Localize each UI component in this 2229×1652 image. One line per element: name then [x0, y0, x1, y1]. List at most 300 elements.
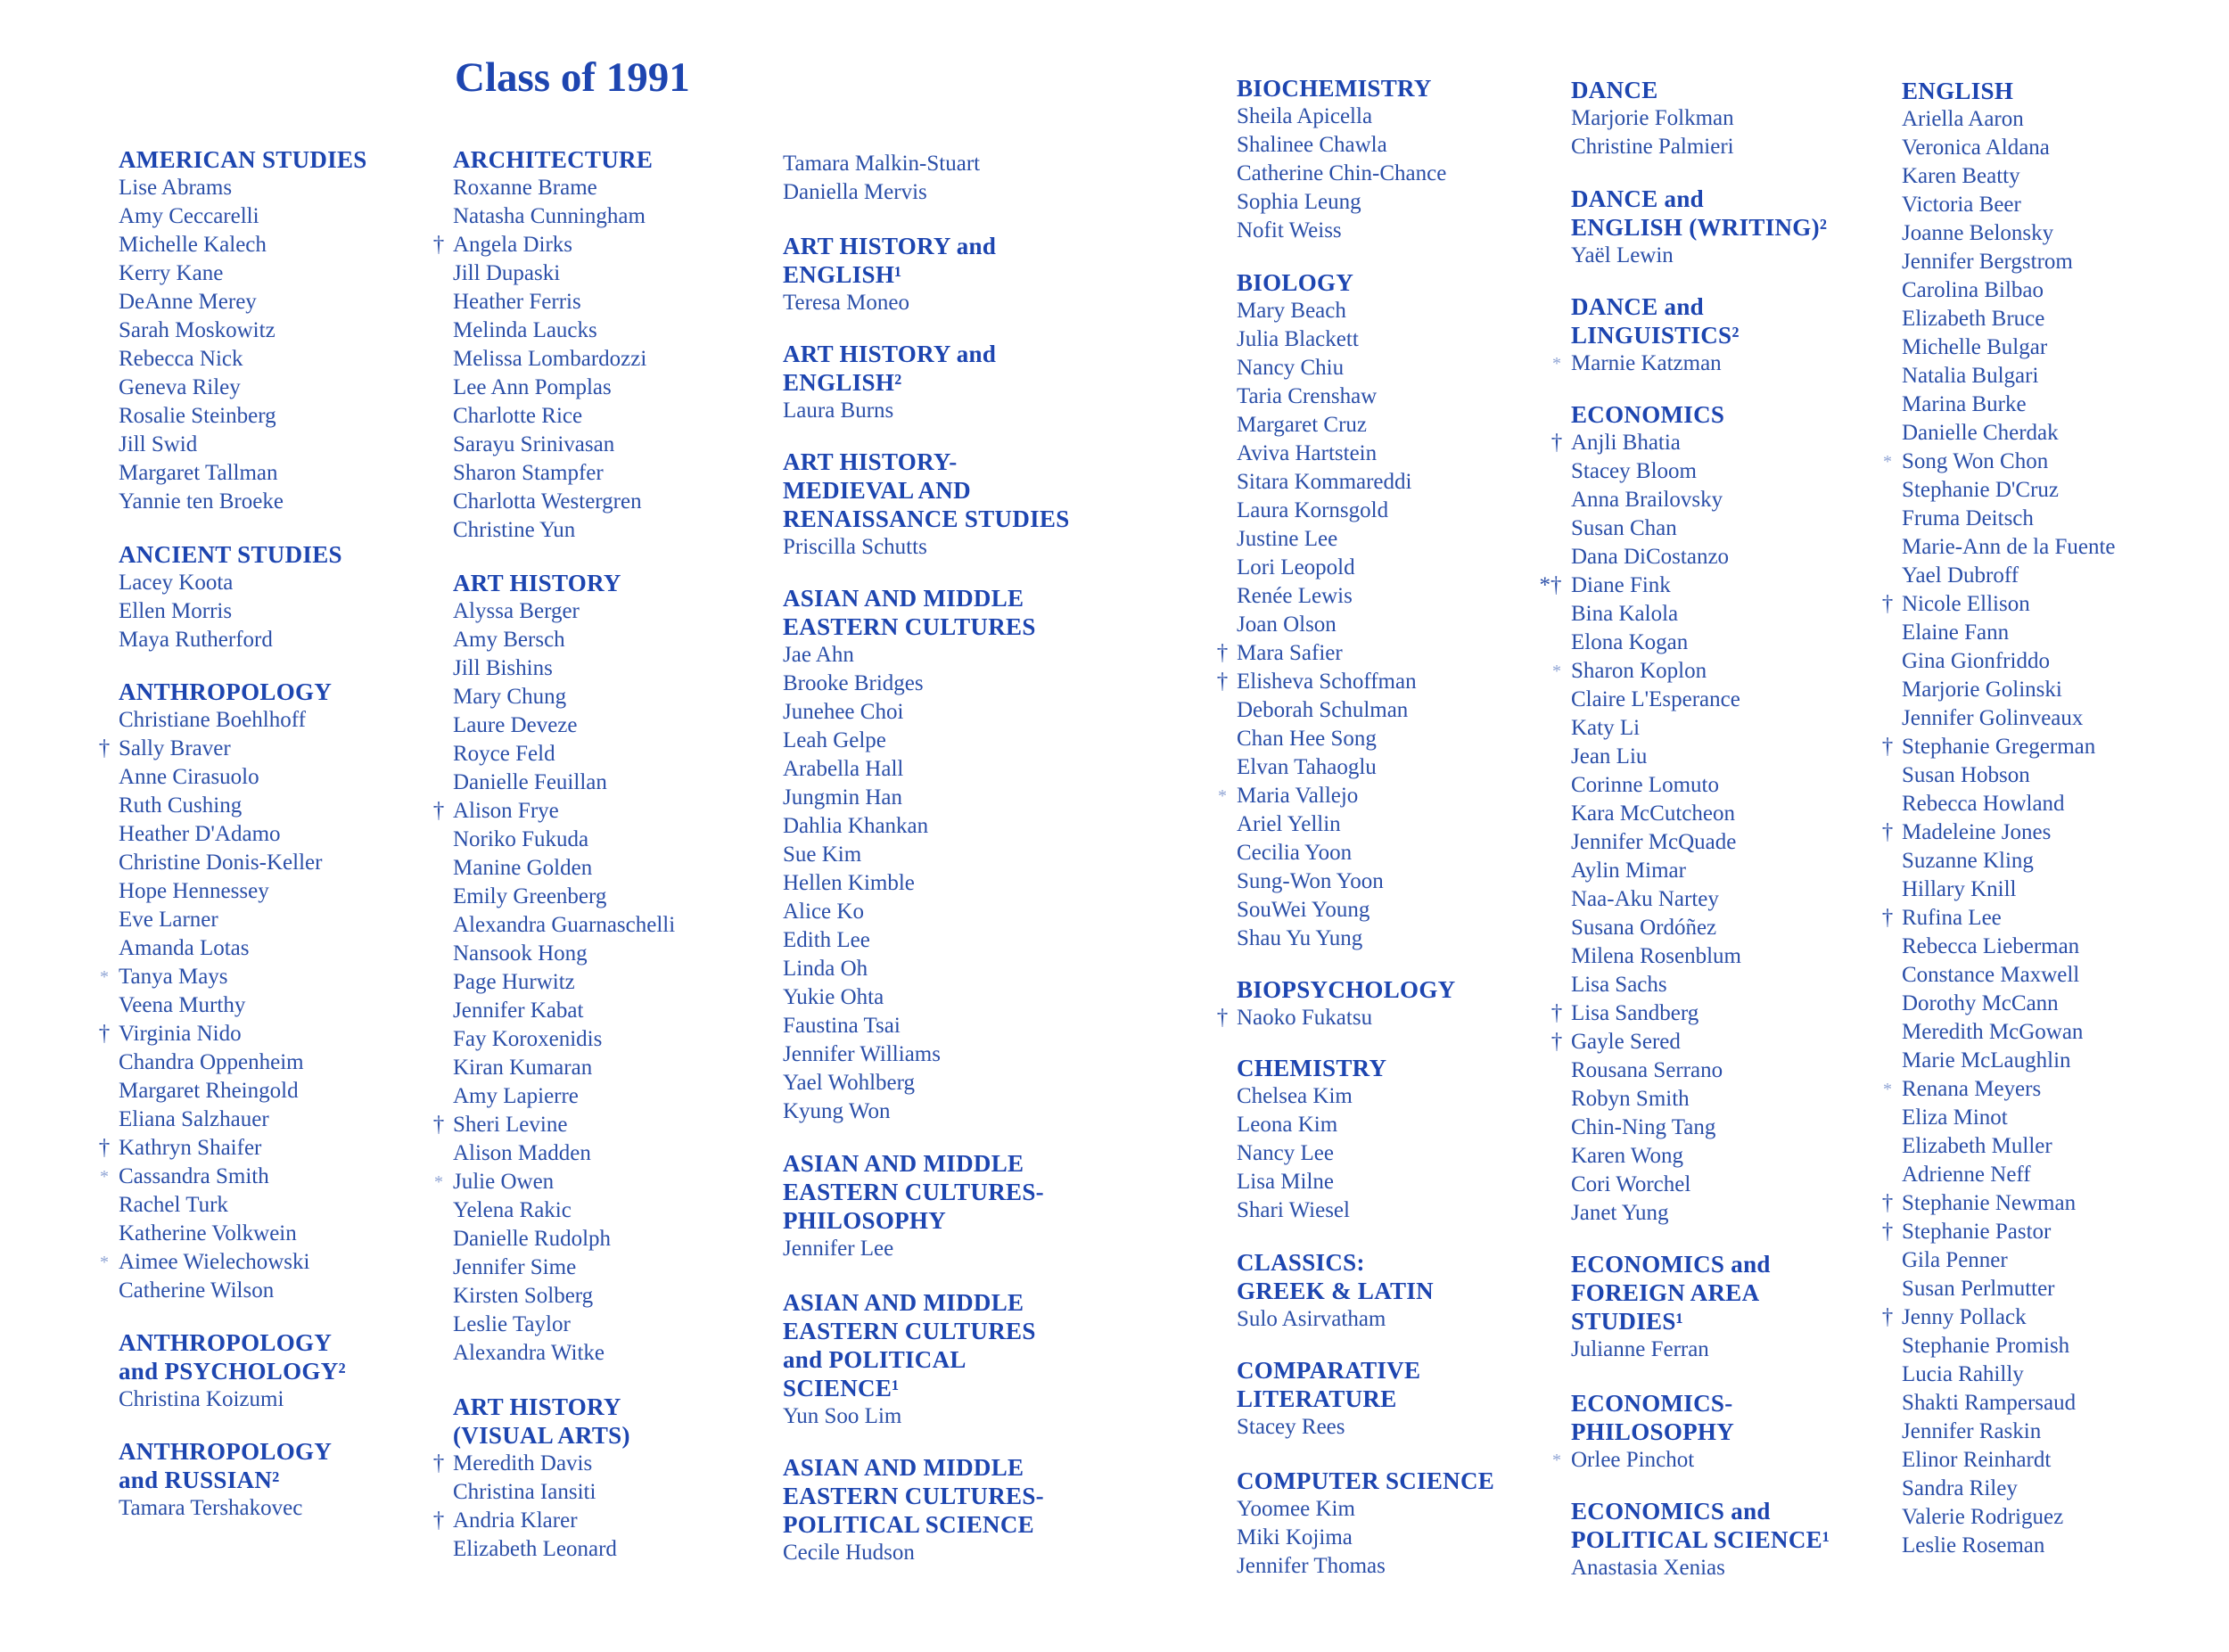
graduate-name-text: Julianne Ferran — [1571, 1337, 1709, 1361]
graduate-name-text: Maria Vallejo — [1237, 784, 1359, 808]
graduate-name-text: Susana Ordóñez — [1571, 916, 1717, 940]
department-section — [1552, 292, 1901, 378]
graduate-name-text: Veronica Aldana — [1902, 136, 2050, 160]
department-section — [1237, 1248, 1567, 1334]
graduate-name — [1902, 419, 2229, 448]
graduate-name — [119, 431, 448, 459]
graduate-name — [1571, 1056, 1901, 1085]
graduate-name — [1237, 497, 1567, 525]
graduate-name — [1881, 818, 2229, 847]
graduate-name — [453, 345, 783, 374]
graduate-name — [1902, 390, 2229, 419]
asterisk-mark: * — [100, 1253, 109, 1272]
graduate-name-text: Victoria Beer — [1902, 193, 2021, 217]
graduate-name — [1902, 1503, 2229, 1532]
graduate-name — [453, 1225, 783, 1253]
graduate-name-text: DeAnne Merey — [119, 290, 257, 314]
graduate-list — [1552, 349, 1901, 378]
graduate-name — [434, 1168, 783, 1196]
graduate-name-text: Elona Kogan — [1571, 630, 1689, 654]
graduate-name — [783, 670, 1113, 698]
asterisk-mark: * — [1883, 452, 1892, 472]
graduate-name — [432, 1111, 783, 1139]
graduate-name — [1237, 1168, 1567, 1196]
graduate-name-text: Roxanne Brame — [453, 176, 597, 200]
graduate-name — [783, 641, 1113, 670]
graduate-name — [1571, 1114, 1901, 1142]
graduate-name — [1237, 753, 1567, 782]
graduate-name-text: Alexandra Witke — [453, 1341, 605, 1365]
graduate-name-text: Linda Oh — [783, 957, 868, 981]
graduate-name — [1902, 1018, 2229, 1047]
graduate-name — [1237, 725, 1567, 753]
graduate-name — [100, 963, 448, 991]
graduate-name-text: Danielle Feuillan — [453, 770, 607, 794]
department-section — [783, 1288, 1113, 1431]
department-heading: ANTHROPOLOGY and PSYCHOLOGY² — [119, 1329, 346, 1385]
graduate-name — [119, 1077, 448, 1105]
graduate-name-text: Milena Rosenblum — [1571, 944, 1741, 968]
graduate-name-text: Chan Hee Song — [1237, 727, 1377, 751]
graduate-name — [1571, 1336, 1901, 1364]
graduate-name — [1571, 743, 1901, 771]
graduate-name-text: Katy Li — [1571, 716, 1641, 740]
department-heading: ASIAN AND MIDDLE EASTERN CULTURES- POLITICAL SCIENCE — [783, 1454, 1044, 1538]
graduate-name — [1571, 1554, 1901, 1582]
graduate-name-text: Orlee Pinchot — [1571, 1448, 1695, 1472]
department-heading: AMERICAN STUDIES — [119, 146, 367, 173]
department-heading: ECONOMICS — [1571, 401, 1725, 428]
graduate-name-text: Nancy Lee — [1237, 1141, 1334, 1165]
graduate-name-text: Naa-Aku Nartey — [1571, 887, 1719, 911]
dagger-mark: † — [432, 233, 445, 257]
graduate-name — [783, 784, 1113, 812]
graduate-name-text: Tamara Tershakovec — [119, 1496, 303, 1520]
graduate-name — [453, 1082, 783, 1111]
graduate-name-text: Stephanie Gregerman — [1902, 735, 2096, 759]
graduate-name-text: Christina Koizumi — [119, 1387, 284, 1411]
graduate-name — [1571, 771, 1901, 800]
graduate-name — [98, 1020, 448, 1048]
graduate-name-text: Charlotta Westergren — [453, 489, 642, 514]
graduate-name-text: Claire L'Esperance — [1571, 687, 1740, 711]
graduate-name-text: Naoko Fukatsu — [1237, 1006, 1373, 1030]
graduate-name-text: Yelena Rakic — [453, 1198, 572, 1222]
graduate-name-text: Stephanie Newman — [1902, 1191, 2077, 1215]
dagger-mark: † — [98, 736, 111, 760]
graduate-name-text: Jennifer Williams — [783, 1042, 941, 1066]
graduate-name-text: Teresa Moneo — [783, 291, 909, 315]
graduate-name — [119, 991, 448, 1020]
graduate-name — [432, 797, 783, 826]
department-heading: ENGLISH — [1902, 78, 2014, 104]
graduate-name-text: Marie-Ann de la Fuente — [1902, 535, 2116, 559]
graduate-name — [1902, 1475, 2229, 1503]
graduate-name-text: Hellen Kimble — [783, 871, 915, 895]
graduate-name-text: Jennifer McQuade — [1571, 830, 1737, 854]
graduate-name-text: Yael Dubroff — [1902, 563, 2019, 588]
graduate-name — [1902, 619, 2229, 647]
department-section — [432, 569, 783, 1368]
graduate-name — [1237, 468, 1567, 497]
graduate-name-text: Suzanne Kling — [1902, 849, 2034, 873]
department-section — [1571, 76, 1901, 161]
dagger-mark: † — [1216, 670, 1229, 694]
graduate-name-text: Elaine Fann — [1902, 621, 2010, 645]
graduate-name — [1571, 800, 1901, 828]
graduate-name — [1571, 885, 1901, 914]
graduate-name — [119, 259, 448, 288]
graduate-name — [1571, 543, 1901, 571]
graduate-name — [1902, 1132, 2229, 1161]
graduate-name-text: Miki Kojima — [1237, 1525, 1353, 1549]
graduate-name-text: Elinor Reinhardt — [1902, 1448, 2052, 1472]
graduate-name-text: Brooke Bridges — [783, 671, 924, 695]
graduate-name — [1902, 362, 2229, 390]
graduate-name-text: Stacey Bloom — [1571, 459, 1697, 483]
graduate-name-text: Gila Penner — [1902, 1248, 2008, 1272]
graduate-name-text: Michelle Kalech — [119, 233, 267, 257]
graduate-name — [119, 488, 448, 516]
graduate-name-text: Sue Kim — [783, 842, 862, 867]
graduate-name-text: Lisa Sandberg — [1571, 1001, 1699, 1025]
graduate-name-text: Cassandra Smith — [119, 1164, 269, 1188]
graduate-name — [119, 820, 448, 849]
graduate-name — [783, 698, 1113, 727]
graduate-name-text: Christina Iansiti — [453, 1480, 596, 1504]
graduate-name — [119, 1048, 448, 1077]
department-section — [1237, 74, 1567, 245]
graduate-name-text: Lacey Koota — [119, 571, 234, 595]
department-heading: ECONOMICS and FOREIGN AREA STUDIES¹ — [1571, 1251, 1771, 1335]
dagger-mark: † — [1881, 1220, 1894, 1244]
graduate-name — [1571, 1085, 1901, 1114]
graduate-name — [119, 906, 448, 934]
graduate-name — [453, 1282, 783, 1311]
graduate-name-text: Stephanie D'Cruz — [1902, 478, 2059, 502]
dagger-mark: † — [1550, 431, 1563, 455]
graduate-name-text: Noriko Fukuda — [453, 827, 589, 851]
graduate-list — [1237, 1413, 1567, 1442]
graduate-name — [453, 940, 783, 968]
graduate-name — [119, 174, 448, 202]
graduate-name-text: Anjli Bhatia — [1571, 431, 1681, 455]
graduate-name-text: Margaret Rheingold — [119, 1079, 299, 1103]
graduate-name — [1237, 1495, 1567, 1524]
graduate-name — [453, 431, 783, 459]
graduate-name-text: Royce Feld — [453, 742, 555, 766]
graduate-name — [1571, 686, 1901, 714]
graduate-list — [1237, 1082, 1567, 1225]
graduate-name-text: Emily Greenberg — [453, 884, 607, 908]
department-section — [783, 340, 1113, 425]
graduate-name-text: Amy Bersch — [453, 628, 565, 652]
graduate-list — [1237, 103, 1567, 245]
graduate-name — [119, 849, 448, 877]
graduate-name-text: Shalinee Chawla — [1237, 133, 1387, 157]
graduate-name — [1902, 1275, 2229, 1303]
graduate-name — [783, 926, 1113, 955]
graduate-name-text: Constance Maxwell — [1902, 963, 2080, 987]
graduate-name-text: Veena Murthy — [119, 993, 246, 1017]
graduate-name-text: Rebecca Nick — [119, 347, 243, 371]
graduate-name — [453, 883, 783, 911]
graduate-name-text: Arabella Hall — [783, 757, 904, 781]
graduate-name-text: Karen Wong — [1571, 1144, 1683, 1168]
department-section — [98, 678, 448, 1305]
graduate-list — [119, 1494, 448, 1523]
department-section — [1216, 975, 1567, 1032]
graduate-name-text: Page Hurwitz — [453, 970, 575, 994]
graduate-name-text: Ariella Aaron — [1902, 107, 2024, 131]
graduate-name-text: Robyn Smith — [1571, 1087, 1690, 1111]
graduate-name-text: Jill Dupaski — [453, 261, 561, 285]
graduate-name — [453, 316, 783, 345]
graduate-name-text: Diane Fink — [1571, 573, 1671, 597]
graduate-list — [1237, 1495, 1567, 1581]
graduate-list — [783, 1402, 1113, 1431]
graduate-name — [1237, 582, 1567, 611]
graduate-name-text: Taria Crenshaw — [1237, 384, 1378, 408]
graduate-name-text: Stacey Rees — [1237, 1415, 1345, 1439]
graduate-name — [1902, 676, 2229, 704]
graduate-name-text: Shau Yu Yung — [1237, 926, 1363, 950]
department-heading: ASIAN AND MIDDLE EASTERN CULTURES — [783, 585, 1036, 640]
graduate-name — [1902, 105, 2229, 134]
graduate-name — [1902, 219, 2229, 248]
graduate-name-text: Danielle Rudolph — [453, 1227, 612, 1251]
page-title: Class of 1991 — [455, 54, 690, 101]
graduate-name-text: Yannie ten Broeke — [119, 489, 284, 514]
graduate-name — [1237, 1139, 1567, 1168]
graduate-name — [1902, 1104, 2229, 1132]
graduate-name — [1237, 382, 1567, 411]
department-heading: BIOCHEMISTRY — [1237, 75, 1432, 102]
department-heading: CLASSICS: GREEK & LATIN — [1237, 1249, 1434, 1304]
graduate-name — [1881, 1189, 2229, 1218]
graduate-name — [1237, 896, 1567, 925]
graduate-name-text: Natalia Bulgari — [1902, 364, 2039, 388]
graduate-list — [119, 569, 448, 654]
graduate-name-text: Stephanie Promish — [1902, 1334, 2070, 1358]
department-section — [1216, 268, 1567, 953]
graduate-name — [1237, 696, 1567, 725]
graduate-name — [783, 533, 1113, 562]
graduate-list — [1237, 1305, 1567, 1334]
graduate-name — [100, 1248, 448, 1277]
graduate-name — [783, 812, 1113, 841]
graduate-name-text: Marina Burke — [1902, 392, 2027, 416]
graduate-name — [453, 854, 783, 883]
graduate-name-text: Anna Brailovsky — [1571, 488, 1723, 512]
graduate-name — [453, 740, 783, 768]
graduate-name — [1237, 554, 1567, 582]
graduate-name-text: Sheri Levine — [453, 1113, 568, 1137]
graduate-name-text: Cecilia Yoon — [1237, 841, 1353, 865]
graduate-name-text: Renée Lewis — [1237, 584, 1353, 608]
graduate-name-text: Chelsea Kim — [1237, 1084, 1353, 1108]
asterisk-mark: * — [100, 967, 109, 987]
department-section — [1237, 1054, 1567, 1225]
graduate-name — [1881, 1303, 2229, 1332]
graduate-name-text: Priscilla Schutts — [783, 535, 927, 559]
graduate-name — [1571, 457, 1901, 486]
graduate-list — [783, 1235, 1113, 1263]
graduate-name — [1571, 104, 1901, 133]
graduate-name — [453, 711, 783, 740]
graduate-name-text: Tamara Malkin-Stuart — [783, 152, 981, 176]
graduate-list — [432, 1450, 783, 1564]
graduate-list — [119, 1385, 448, 1414]
graduate-name — [1237, 131, 1567, 160]
graduate-name — [1902, 1532, 2229, 1560]
asterisk-mark: * — [434, 1172, 443, 1192]
graduate-name — [119, 402, 448, 431]
graduate-name — [1552, 349, 1901, 378]
graduate-name — [119, 345, 448, 374]
graduate-name-text: Carolina Bilbao — [1902, 278, 2044, 302]
department-heading: DANCE — [1571, 77, 1658, 103]
graduate-name — [1571, 1171, 1901, 1199]
graduate-name-text: Lisa Milne — [1237, 1170, 1335, 1194]
graduate-name-text: Rousana Serrano — [1571, 1058, 1723, 1082]
graduate-name — [453, 626, 783, 654]
graduate-name — [453, 459, 783, 488]
graduate-name — [1550, 999, 1901, 1028]
graduate-name — [1902, 990, 2229, 1018]
dagger-mark: † — [1881, 735, 1894, 759]
graduate-name — [453, 1253, 783, 1282]
department-heading: DANCE and ENGLISH (WRITING)² — [1571, 185, 1828, 241]
graduate-name — [1902, 847, 2229, 875]
graduate-name-text: Renana Meyers — [1902, 1077, 2042, 1101]
department-heading: CHEMISTRY — [1237, 1055, 1387, 1081]
graduate-name-text: Alison Madden — [453, 1141, 591, 1165]
department-section — [1881, 77, 2229, 1560]
department-section — [1571, 1250, 1901, 1364]
graduate-name-text: Sophia Leung — [1237, 190, 1361, 214]
graduate-name — [1902, 162, 2229, 191]
graduate-name-text: Kirsten Solberg — [453, 1284, 594, 1308]
graduate-name — [119, 231, 448, 259]
graduate-name-text: Margaret Tallman — [119, 461, 278, 485]
graduate-name — [1902, 1418, 2229, 1446]
graduate-list — [432, 597, 783, 1368]
graduate-name-text: Dahlia Khankan — [783, 814, 929, 838]
graduate-list — [1216, 297, 1567, 953]
graduate-name — [119, 792, 448, 820]
department-heading: COMPARATIVE LITERATURE — [1237, 1357, 1421, 1412]
department-section — [1552, 1389, 1901, 1475]
graduate-name-text: Nansook Hong — [453, 941, 588, 966]
department-heading: ECONOMICS and POLITICAL SCIENCE¹ — [1571, 1498, 1830, 1553]
graduate-name-text: Susan Perlmutter — [1902, 1277, 2055, 1301]
department-heading: ASIAN AND MIDDLE EASTERN CULTURES and POLITICAL SCIENCE¹ — [783, 1289, 1036, 1401]
department-heading: ART HISTORY and ENGLISH¹ — [783, 233, 997, 288]
graduate-name-text: Song Won Chon — [1902, 449, 2049, 473]
graduate-name-text: Hope Hennessey — [119, 879, 269, 903]
graduate-name-text: Manine Golden — [453, 856, 593, 880]
graduate-name-text: Leona Kim — [1237, 1113, 1338, 1137]
graduate-name — [453, 1311, 783, 1339]
graduate-list — [1571, 1336, 1901, 1364]
graduate-name-text: Corinne Lomuto — [1571, 773, 1719, 797]
graduate-name-text: Christine Yun — [453, 518, 576, 542]
graduate-name-text: Meredith McGowan — [1902, 1020, 2084, 1044]
graduate-name — [783, 727, 1113, 755]
graduate-name-text: Lise Abrams — [119, 176, 233, 200]
graduate-name-text: Deborah Schulman — [1237, 698, 1409, 722]
dagger-mark: † — [1550, 1030, 1563, 1054]
graduate-name-text: Nofit Weiss — [1237, 218, 1342, 242]
department-section — [1571, 185, 1901, 270]
graduate-name — [1571, 857, 1901, 885]
graduate-name — [119, 316, 448, 345]
graduate-name — [1571, 629, 1901, 657]
dagger-mark: † — [1881, 820, 1894, 844]
graduate-name-text: Tanya Mays — [119, 965, 228, 989]
graduate-name — [1539, 571, 1901, 600]
graduate-name — [1237, 611, 1567, 639]
graduate-name — [1571, 828, 1901, 857]
graduate-name — [1237, 325, 1567, 354]
graduate-name-text: Mary Chung — [453, 685, 567, 709]
graduate-name — [1237, 1413, 1567, 1442]
graduate-name — [119, 1191, 448, 1220]
graduate-name-text: Kerry Kane — [119, 261, 224, 285]
graduate-name — [1902, 1446, 2229, 1475]
graduate-name-text: Lee Ann Pomplas — [453, 375, 612, 399]
graduate-name — [119, 1385, 448, 1414]
graduate-name — [100, 1163, 448, 1191]
graduate-name-text: Valerie Rodriguez — [1902, 1505, 2064, 1529]
graduate-name — [98, 735, 448, 763]
graduate-name — [1237, 354, 1567, 382]
department-heading: ANTHROPOLOGY and RUSSIAN² — [119, 1438, 333, 1493]
department-heading: ART HISTORY (VISUAL ARTS) — [453, 1393, 630, 1449]
graduate-name — [1237, 839, 1567, 867]
graduate-name-text: Fay Koroxenidis — [453, 1027, 603, 1051]
graduate-name-text: Jill Bishins — [453, 656, 553, 680]
graduate-name-text: Catherine Chin-Chance — [1237, 161, 1447, 185]
dagger-mark: † — [1550, 1001, 1563, 1025]
graduate-name — [1902, 191, 2229, 219]
graduate-name-text: Junehee Choi — [783, 700, 904, 724]
asterisk-mark: * — [100, 1167, 109, 1187]
graduate-name-text: Yun Soo Lim — [783, 1404, 902, 1428]
graduate-name — [453, 997, 783, 1025]
graduate-name — [1902, 248, 2229, 276]
graduate-name-text: Laure Deveze — [453, 713, 578, 737]
graduate-name-text: Chin-Ning Tang — [1571, 1115, 1716, 1139]
graduate-name — [1902, 1389, 2229, 1418]
graduate-name — [453, 174, 783, 202]
department-section — [119, 1437, 448, 1523]
graduate-name-text: Geneva Riley — [119, 375, 241, 399]
graduate-name — [119, 459, 448, 488]
graduate-name-text: Amy Ceccarelli — [119, 204, 259, 228]
graduate-name — [1902, 790, 2229, 818]
graduate-name — [783, 178, 1113, 207]
graduate-name-text: Cori Worchel — [1571, 1172, 1691, 1196]
graduate-name-text: Ruth Cushing — [119, 793, 243, 818]
graduate-name-text: Jean Liu — [1571, 744, 1648, 768]
graduate-name-text: Yaël Lewin — [1571, 243, 1674, 267]
graduate-name — [783, 1069, 1113, 1097]
graduate-name-text: Rosalie Steinberg — [119, 404, 276, 428]
graduate-name — [453, 768, 783, 797]
graduate-name-text: Sharon Koplon — [1571, 659, 1707, 683]
